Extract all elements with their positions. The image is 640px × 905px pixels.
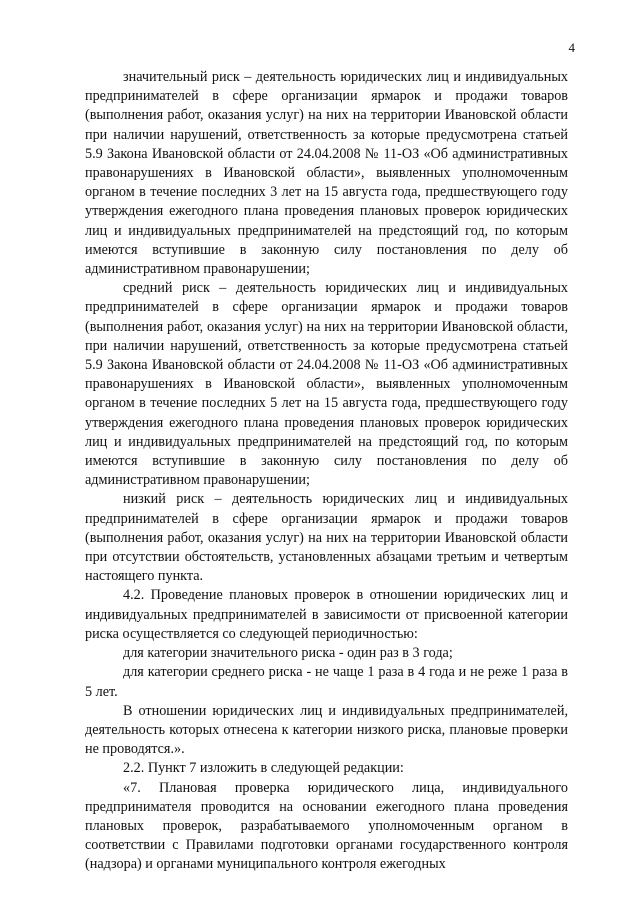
page-number: 4 xyxy=(568,40,575,55)
paragraph-low-risk-no-checks: В отношении юридических лиц и индивидуальных предпринимателей, деятельность которых отнесена к категории низкого риска, плановые проверки не проводятся.». xyxy=(85,702,568,758)
paragraph-4-2: 4.2. Проведение плановых проверок в отношении юридических лиц и индивидуальных предпринимателей в зависимости от присвоенной категории риска осуществляется со следующей периодичностью: xyxy=(85,587,568,642)
paragraph-medium-risk: средний риск – деятельность юридических лиц и индивидуальных предпринимателей в сфере организации ярмарок и продажи товаров (выполнения работ, оказания услуг) на них на территории Ивановской области, при наличии нарушений, ответственность за которые предусмотрена статьей 5.9 Закона Ивановской области от 24.04.2008 № 11-ОЗ «Об административных правонарушениях в Ивановской области», выявленных уполномоченным органом в течение последних 5 лет на 15 августа года, предшествующего году утверждения ежегодного плана проведения плановых проверок юридических лиц и индивидуальных предпринимателей на предстоящий год, по которым имеются вступившие в законную силу постановления по делу об административном правонарушении; xyxy=(85,280,568,489)
paragraph-medium-frequency: для категории среднего риска - не чаще 1 раза в 4 года и не реже 1 раза в 5 лет. xyxy=(85,664,568,700)
paragraph-significant-risk: значительный риск – деятельность юридических лиц и индивидуальных предпринимателей в сфере организации ярмарок и продажи товаров (выполнения работ, оказания услуг) на них на территории Ивановской области при наличии нарушений, ответственность за которые предусмотрена статьей 5.9 Закона Ивановской области от 24.04.2008 № 11-ОЗ «Об административных правонарушениях в Ивановской области», выявленных уполномоченным органом в течение последних 3 лет на 15 августа года, предшествующего году утверждения ежегодного плана проведения плановых проверок юридических лиц и индивидуальных предпринимателей на предстоящий год, по которым имеются вступившие в законную силу постановления по делу об административном правонарушении; xyxy=(85,69,568,278)
document-body xyxy=(85,68,568,875)
paragraph-low-risk: низкий риск – деятельность юридических лиц и индивидуальных предпринимателей в сфере организации ярмарок и продажи товаров (выполнения работ, оказания услуг) на них на территории Ивановской области при отсутствии обстоятельств, установленных абзацами третьим и четвертым настоящего пункта. xyxy=(85,491,568,585)
paragraph-point-7: «7. Плановая проверка юридического лица, индивидуального предпринимателя проводится на основании ежегодного плана проведения плановых проверок, разрабатываемого уполномоченным органом в соответствии с Правилами подготовки органами государственного контроля (надзора) и органами муниципального контроля ежегодных xyxy=(85,779,568,873)
paragraph-significant-frequency: для категории значительного риска - один раз в 3 года; xyxy=(123,645,453,662)
paragraph-2-2: 2.2. Пункт 7 изложить в следующей редакции: xyxy=(123,760,404,777)
